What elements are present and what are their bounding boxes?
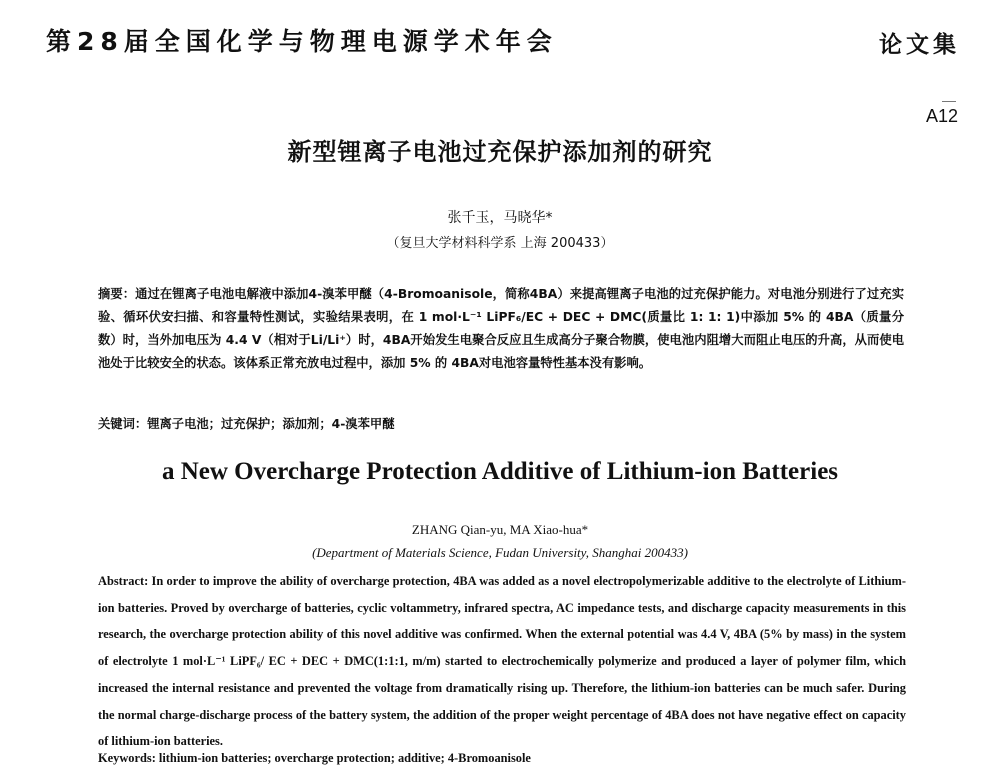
paper-id-rule <box>942 101 956 102</box>
paper-id: A12 <box>925 106 958 126</box>
conference-title: 第28届全国化学与物理电源学术年会 <box>46 27 558 56</box>
zh-affiliation: （复旦大学材料科学系 上海 200433） <box>386 236 614 251</box>
zh-paper-title: 新型锂离子电池过充保护添加剂的研究 <box>287 138 713 166</box>
zh-authors: 张千玉，马晓华* <box>447 210 553 226</box>
en-authors: ZHANG Qian-yu, MA Xiao-hua* <box>411 522 589 537</box>
zh-keywords: 关键词：锂离子电池；过充保护；添加剂；4-溴苯甲醚 <box>98 417 395 431</box>
journal-label: 论文集 <box>879 32 960 58</box>
en-keywords: Keywords: lithium-ion batteries; overcharge protection; additive; 4-Bromoanisole <box>98 751 531 765</box>
zh-abstract: 摘要：通过在锂离子电池电解液中添加4-溴苯甲醚（4-Bromoanisole，简称4BA）来提高锂离子电池的过充保护能力。对电池分别进行了过充实验、循环伏安扫描、和容量特性测试，实验结果表明，在 1 mol·L⁻¹ LiPF₆/EC + DEC + DMC(质量比 1: 1: 1)中添加 5% 的 4BA（质量分数）时，当外加电压为 4.4 V（相对于Li/Li⁺）时，4BA开始发生电聚合反应且生成高分子聚合物膜，使电池内阻增大而阻止电压的升高，从而使电池处于比较安全的状态。该体系正常充放电过程中，添加 5% 的 4BA对电池容量特性基本没有影响。 <box>98 287 904 370</box>
en-paper-title: a New Overcharge Protection Additive of Lithium-ion Batteries <box>161 458 839 485</box>
en-abstract: Abstract: In order to improve the ability of overcharge protection, 4BA was added as a novel electropolymerizable additive to the electrolyte of Lithium-ion batteries. Proved by overcharge of batteries, cyclic voltammetry, infrared spectra, AC impedance tests, and discharge capacity measurements in this research, the overcharge protection ability of this novel additive was confirmed. When the external potential was 4.4 V, 4BA (5% by mass) in the system of electrolyte 1 mol·L⁻¹ LiPF₆/ EC + DEC + DMC(1:1:1, m/m) started to electrochemically polymerize and produced a layer of polymer film, which increased the internal resistance and prevented the voltage from dramatically rising up. Therefore, the lithium-ion batteries can be much safer. During the normal charge-discharge process of the battery system, the addition of the proper weight percentage of 4BA does not have negative effect on capacity of lithium-ion batteries. <box>98 574 906 749</box>
en-affiliation: (Department of Materials Science, Fudan University, Shanghai 200433) <box>312 545 688 560</box>
